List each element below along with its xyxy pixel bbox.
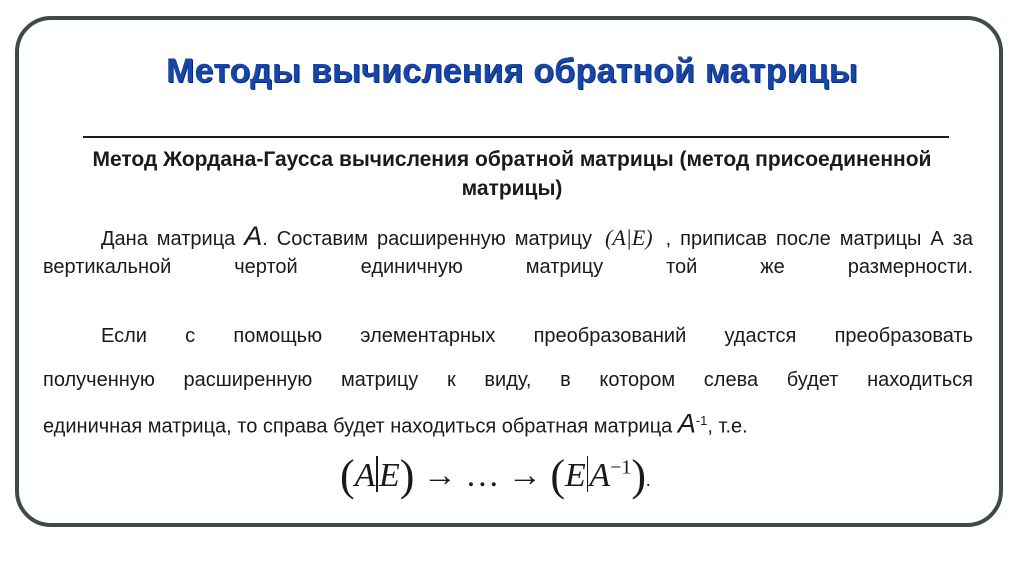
- para1-text-c: , приписав после матрицы А за вертикальной чертой единичную матрицу той же размерности.: [43, 228, 974, 278]
- para2-line3-b: , т.е.: [707, 415, 748, 438]
- slide-title: Методы вычисления обратной матрицы: [165, 52, 859, 90]
- inverse-superscript: -1: [695, 413, 708, 428]
- para1-text-b: . Составим расширенную матрицу: [262, 228, 593, 250]
- augmented-matrix-formula: (A|E): [605, 225, 653, 250]
- matrix-a-symbol: A: [244, 221, 263, 251]
- formula-e-right: E: [565, 457, 586, 494]
- para2-line1: Если с помощью элементарных преобразований удастся преобразовать: [101, 325, 973, 347]
- para2-line2: полученную расширенную матрицу к виду, в котором слева будет находиться: [43, 369, 973, 391]
- formula-e-left: E: [378, 457, 400, 494]
- slide-subtitle: Метод Жордана-Гаусса вычисления обратной матрицы (метод присоединенной матрицы): [92, 148, 932, 200]
- inverse-a-symbol: A: [677, 408, 696, 439]
- transformation-formula: (A E) → … → (E $A^{-1}$).: [340, 451, 651, 500]
- paragraph-1: [43, 222, 973, 281]
- formula-arrow: → … →: [422, 457, 542, 494]
- title-divider: [83, 136, 949, 138]
- formula-power: −1: [610, 456, 632, 479]
- para2-line3-a: единичная матрица, то справа будет находиться обратная матрица: [43, 415, 678, 438]
- formula-period: .: [646, 470, 651, 490]
- para1-text-a: Дана матрица: [101, 228, 245, 250]
- formula-a-left: A: [354, 457, 376, 494]
- paragraph-2: [43, 314, 973, 402]
- paragraph-2-end: [43, 406, 973, 442]
- formula-a-right: A: [589, 457, 611, 494]
